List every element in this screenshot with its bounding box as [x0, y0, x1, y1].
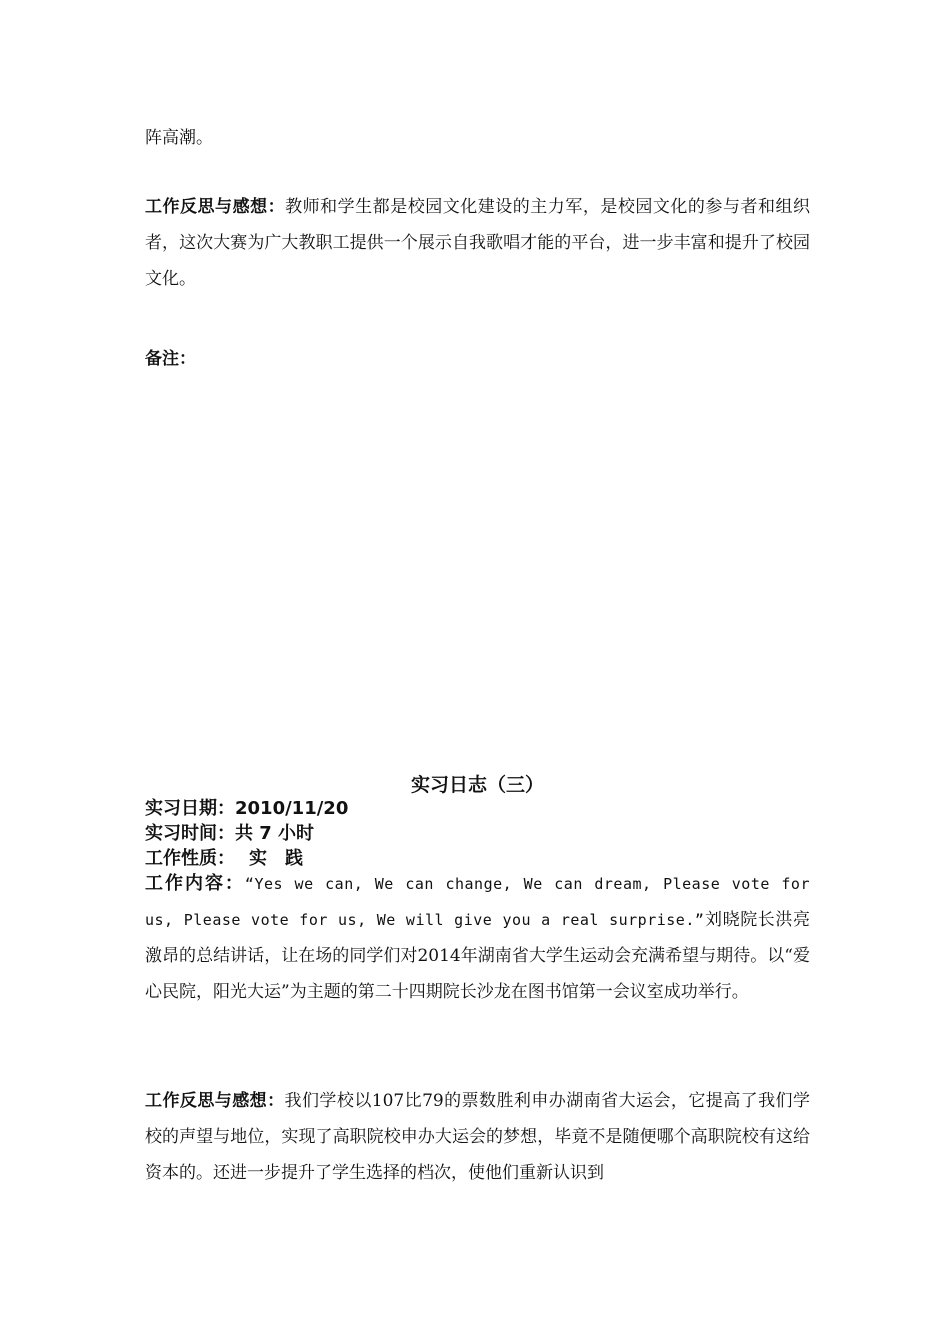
- reflection-paragraph: [145, 1083, 810, 1191]
- time-line: [145, 821, 810, 846]
- reflection-label: 工作反思与感想：: [145, 1091, 285, 1111]
- notes-paragraph: [145, 341, 810, 377]
- log-title: 实习日志（三）: [410, 774, 544, 796]
- prev-reflection-label: 工作反思与感想：: [145, 197, 286, 217]
- prev-reflection-paragraph: [145, 189, 810, 297]
- prev-reflection-text: 教师和学生都是校园文化建设的主力军，是校园文化的参与者和组织者，这次大赛为广大教职工提供一个展示自我歌唱才能的平台，进一步丰富和提升了校园文化。: [145, 197, 810, 289]
- continuation-text: 阵高潮。: [145, 128, 213, 148]
- nature-label: 工作性质：: [145, 848, 235, 869]
- nature-value: 实 践: [249, 848, 303, 869]
- date-line: [145, 796, 810, 821]
- content-label: 工作内容：: [145, 873, 245, 894]
- date-label: 实习日期：: [145, 798, 235, 819]
- time-label: 实习时间：: [145, 823, 235, 844]
- continuation-paragraph: [145, 120, 810, 156]
- reflection-text: 我们学校以107比79的票数胜利申办湖南省大运会，它提高了我们学校的声望与地位，实现了高职院校申办大运会的梦想，毕竟不是随便哪个高职院校有这给资本的。还进一步提升了学生选择的档次，使他们重新认识到: [145, 1091, 810, 1183]
- notes-label: 备注：: [145, 349, 196, 369]
- content-paragraph: [145, 866, 810, 1010]
- time-value: 共 7 小时: [235, 823, 315, 844]
- content-text: 刘晓院长洪亮激昂的总结讲话，让在场的同学们对2014年湖南省大学生运动会充满希望与期待。以“爱心民院，阳光大运”为主题的第二十四期院长沙龙在图书馆第一会议室成功举行。: [145, 910, 810, 1002]
- date-value: 2010/11/20: [235, 798, 349, 819]
- content-quote: “Yes we can, We can change, We can dream, Please vote for us, Please vote for us, We will give you a real surprise.”: [145, 875, 810, 929]
